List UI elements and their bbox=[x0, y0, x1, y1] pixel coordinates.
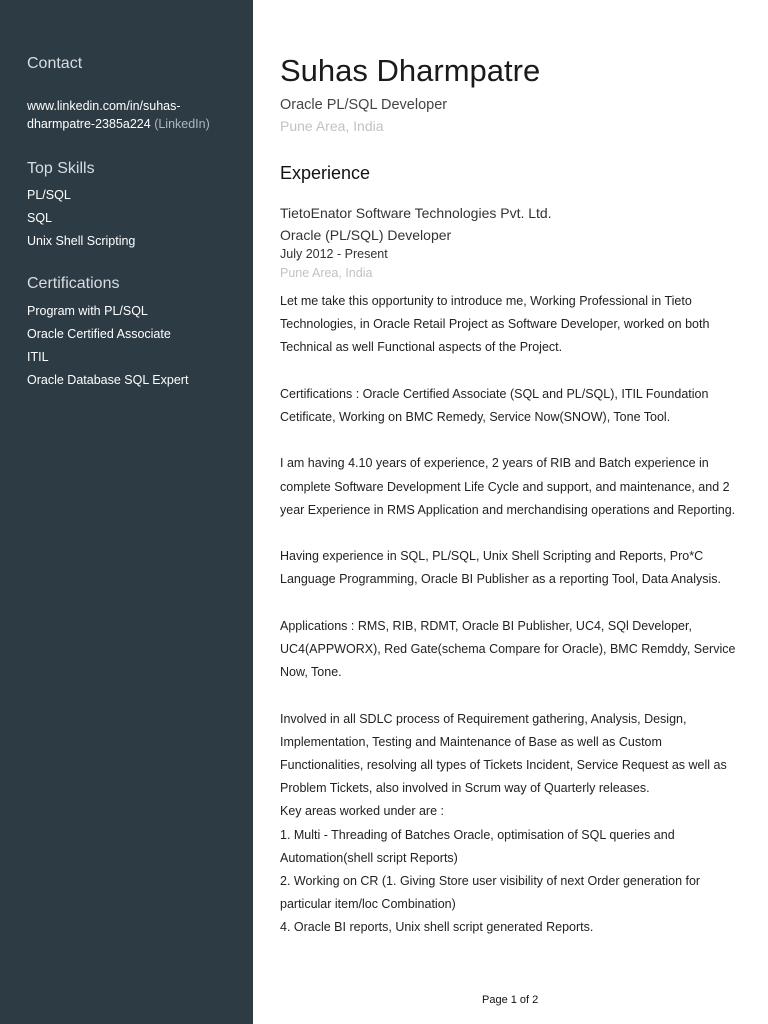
profile-location: Pune Area, India bbox=[280, 118, 384, 134]
skill-item: SQL bbox=[27, 211, 53, 225]
company-name: TietoEnator Software Technologies Pvt. Ltd. bbox=[280, 205, 552, 221]
description-paragraph: Involved in all SDLC process of Requirement gathering, Analysis, Design, Implementation, Testing and Maintenance of Base as well as Custom Functionalities, resolving all types of Tickets Incident, Service Request as well as Problem Tickets, also involved in Scrum way of Quarterly releases. bbox=[280, 711, 727, 796]
job-location: Pune Area, India bbox=[280, 266, 373, 280]
key-area-item: 2. Working on CR (1. Giving Store user visibility of next Order generation for particular item/loc Combination) bbox=[280, 874, 701, 912]
certification-item: Program with PL/SQL bbox=[27, 304, 148, 318]
skills-heading: Top Skills bbox=[27, 160, 95, 177]
job-title: Oracle (PL/SQL) Developer bbox=[280, 227, 452, 243]
certification-item: ITIL bbox=[27, 350, 49, 364]
description-paragraph: I am having 4.10 years of experience, 2 years of RIB and Batch experience in complete Software Development Life Cycle and support, and maintenance, and 2 year Experience in RMS Application and merchandising operations and Reporting. bbox=[280, 456, 736, 517]
skill-item: Unix Shell Scripting bbox=[27, 234, 136, 248]
linkedin-label: (LinkedIn) bbox=[154, 117, 210, 131]
profile-name: Suhas Dharmpatre bbox=[280, 53, 541, 88]
key-area-item: 4. Oracle BI reports, Unix shell script generated Reports. bbox=[280, 920, 594, 935]
description-paragraph: Having experience in SQL, PL/SQL, Unix Shell Scripting and Reports, Pro*C Language Programming, Oracle BI Publisher as a reporting Tool, Data Analysis. bbox=[280, 549, 721, 587]
description-paragraph: Let me take this opportunity to introduce me, Working Professional in Tieto Technologies, in Oracle Retail Project as Software Developer, worked on both Technical as well Functional aspects of the Project. bbox=[280, 294, 710, 355]
page-number: Page 1 of 2 bbox=[482, 994, 539, 1006]
job-dates: July 2012 - Present bbox=[280, 247, 388, 261]
certifications-heading: Certifications bbox=[27, 275, 120, 292]
linkedin-link[interactable]: www.linkedin.com/in/suhas-dharmpatre-2385a224 bbox=[27, 99, 181, 131]
key-areas-intro: Key areas worked under are : bbox=[280, 804, 444, 819]
certification-item: Oracle Certified Associate bbox=[27, 327, 171, 341]
skill-item: PL/SQL bbox=[27, 188, 71, 202]
contact-info bbox=[27, 97, 242, 133]
certification-item: Oracle Database SQL Expert bbox=[27, 373, 189, 387]
job-description bbox=[280, 290, 740, 940]
experience-heading: Experience bbox=[280, 163, 371, 183]
description-paragraph: Applications : RMS, RIB, RDMT, Oracle BI Publisher, UC4, SQl Developer, UC4(APPWORX), Red Gate(schema Compare for Oracle), BMC Remddy, Service Now, Tone. bbox=[280, 618, 736, 680]
contact-heading: Contact bbox=[27, 55, 83, 72]
profile-headline: Oracle PL/SQL Developer bbox=[280, 97, 448, 113]
description-paragraph: Certifications : Oracle Certified Associate (SQL and PL/SQL), ITIL Foundation Cetificate, Working on BMC Remedy, Service Now(SNOW), Tone Tool. bbox=[280, 386, 709, 424]
key-area-item: 1. Multi - Threading of Batches Oracle, optimisation of SQL queries and Automation(shell script Reports) bbox=[280, 827, 675, 865]
sidebar bbox=[0, 0, 253, 1024]
